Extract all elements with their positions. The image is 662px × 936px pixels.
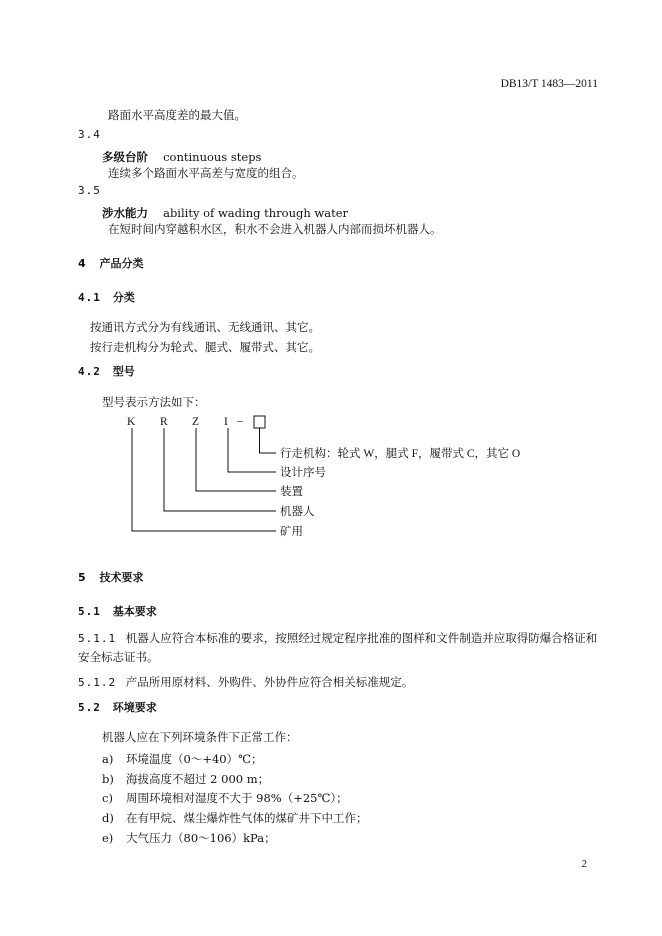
clause-text: 产品所用原材料、外购件、外协件应符合相关标准规定。 [125,675,414,689]
paragraph [78,674,413,691]
section-heading [78,570,144,586]
term-cn: 涉水能力 [102,206,148,220]
list-item [102,810,368,826]
paragraph: 按行走机构分为轮式、腿式、履带式、其它。 [90,340,320,354]
paragraph: 按通讯方式分为有线通讯、无线通讯、其它。 [90,320,320,334]
term-definition: 在短时间内穿越积水区，积水不会进入机器人内部而损坏机器人。 [108,222,442,236]
section-number: 4 [78,257,86,270]
subsection-title: 环境要求 [112,701,157,714]
clause-number: 5.1.2 [78,676,117,689]
term-en: ability of wading through water [163,206,349,220]
subsection-number: 4.2 [78,365,101,378]
subsection-number: 5.2 [78,701,101,714]
subsection-title: 基本要求 [112,605,157,618]
section-title: 技术要求 [99,571,144,584]
subsection-number: 5.1 [78,605,101,618]
model-letter: R [160,416,168,428]
clause-number: 5.1.1 [78,632,117,645]
list-item [102,790,348,806]
list-item-label: c) [102,791,113,805]
diagram-label: 行走机构：轮式 W，腿式 F，履带式 C，其它 O [280,448,521,460]
term-en: continuous steps [163,150,262,164]
list-item-label: d) [102,811,114,825]
section-number: 5 [78,571,86,584]
leader-line [228,428,276,472]
list-item-text: 海拔高度不超过 2 000 m； [126,772,270,786]
clause-text: 机器人应符合本标准的要求，按照经过规定程序批准的图样和文件制造并应取得防爆合格证和 [125,631,598,645]
list-item-text: 环境温度（0～+40）℃； [126,752,263,766]
model-letter: Z [192,416,200,428]
subsection-heading [78,604,157,620]
list-item [102,771,269,787]
document-id: DB13/T 1483—2011 [500,78,598,90]
subsection-title: 型号 [112,365,135,378]
list-item [102,751,262,767]
leader-line [132,428,276,531]
model-box [254,416,265,428]
list-item-text: 在有甲烷、煤尘爆炸性气体的煤矿井下中工作； [126,811,368,825]
paragraph: 型号表示方法如下： [102,395,206,409]
model-dash: – [237,415,243,427]
page-number: 2 [581,858,587,870]
term-cn: 多级台阶 [102,150,148,164]
paragraph [78,630,597,647]
paragraph: 机器人应在下列环境条件下正常工作： [102,730,298,744]
list-item-text: 周围环境相对湿度不大于 98%（+25℃）； [126,791,348,805]
list-item-label: b) [102,772,114,786]
model-letter: K [127,416,136,428]
diagram-label: 装置 [280,486,303,498]
subsection-heading [78,700,157,716]
diagram-label: 设计序号 [280,467,326,479]
leader-line [196,428,276,491]
list-item-label: a) [102,752,114,766]
list-item-label: e) [102,831,114,845]
definition-continued: 路面水平高度差的最大值。 [108,108,246,122]
diagram-label: 矿用 [280,526,303,538]
subsection-number: 4.1 [78,291,101,304]
model-letter: I [224,416,228,428]
paragraph-continued: 安全标志证书。 [78,650,159,664]
section-title: 产品分类 [99,257,144,270]
term-number: 3.5 [78,184,101,197]
term-definition: 连续多个路面水平高差与宽度的组合。 [108,166,304,180]
subsection-title: 分类 [112,291,135,304]
leader-line [260,428,277,453]
diagram-label: 机器人 [280,506,315,518]
list-item [102,830,276,846]
list-item-text: 大气压力（80～106）kPa； [126,831,276,845]
term-number: 3.4 [78,128,101,141]
